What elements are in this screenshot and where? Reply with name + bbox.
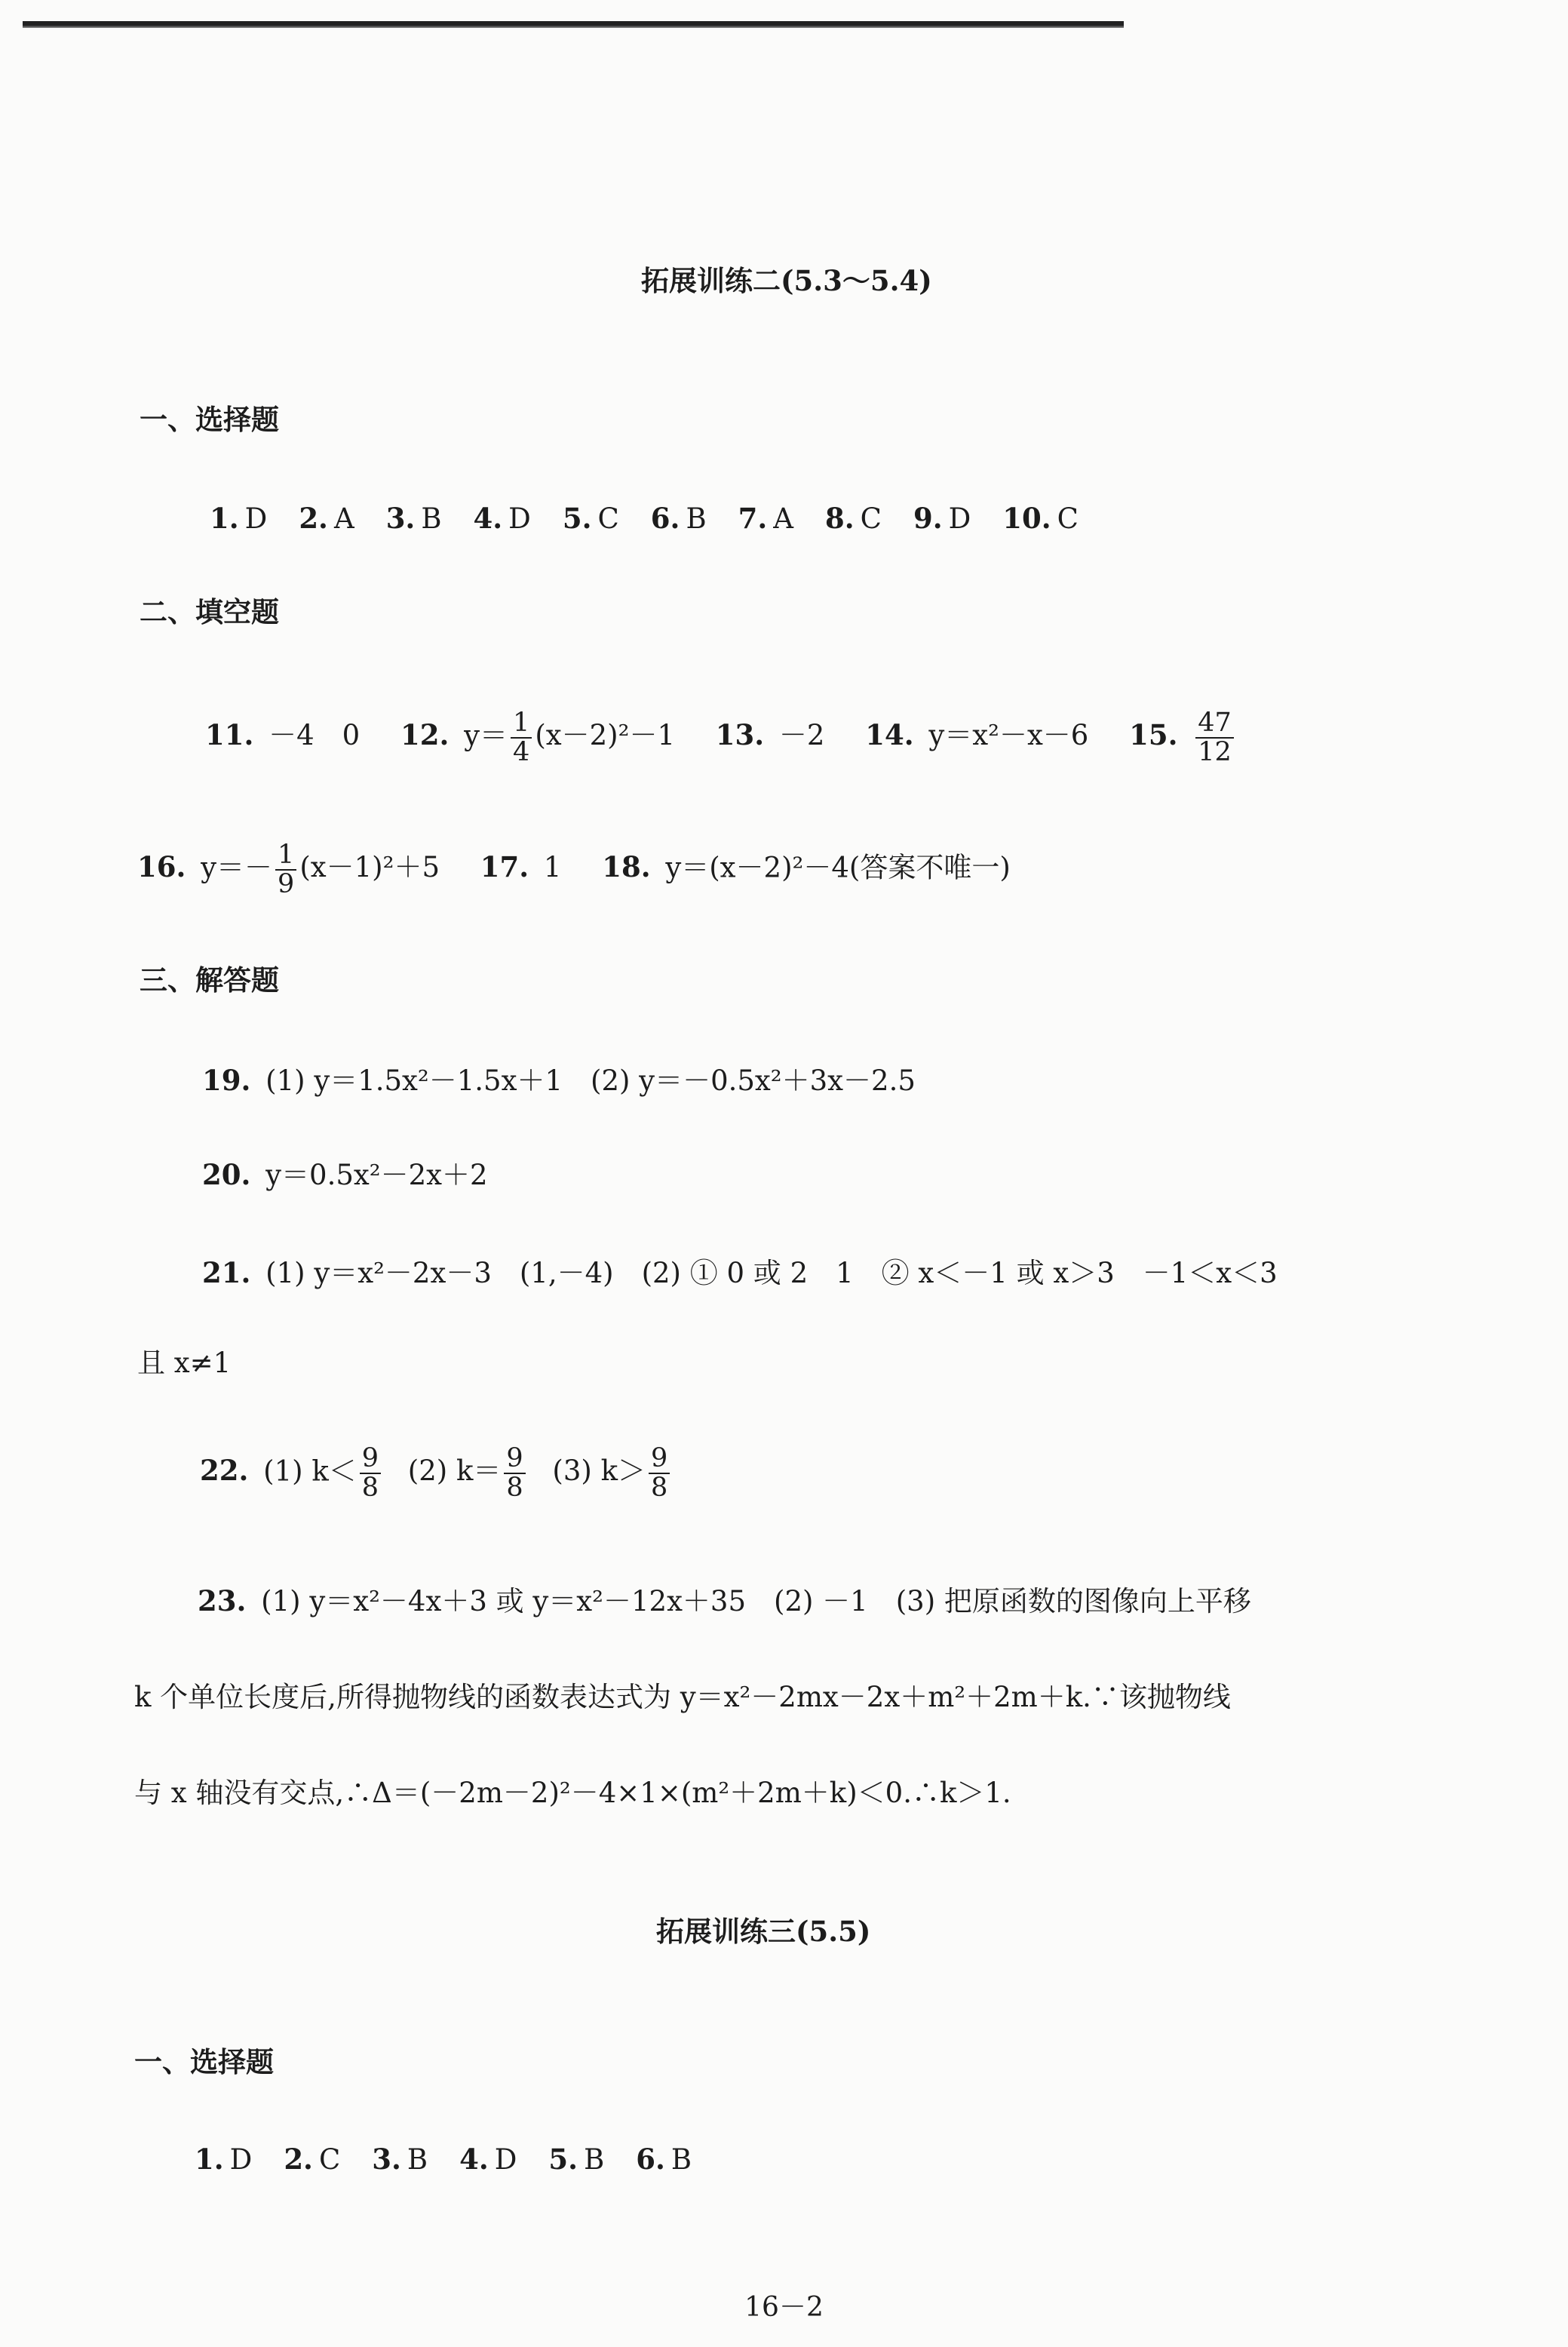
- q17-answer: 1: [543, 851, 562, 884]
- section2-choice-q7-answer: A: [773, 502, 794, 535]
- section2-choice-q8-answer: C: [860, 502, 882, 535]
- scan-top-edge: [23, 21, 1124, 28]
- q12-number: 12.: [400, 718, 450, 752]
- q18-answer: y＝(x－2)²－4(答案不唯一): [665, 851, 1011, 884]
- section2-choice-q3-answer: B: [421, 502, 442, 535]
- q17-number: 17.: [480, 850, 529, 884]
- section3-choice-q1-answer: D: [229, 2143, 253, 2176]
- q12-frac-num: 1: [511, 709, 532, 739]
- q22-part1: (1) k＜: [263, 1455, 357, 1488]
- section3-choice-answers: [195, 2143, 723, 2177]
- section2-choice-heading: 一、选择题: [140, 404, 279, 436]
- q21-number: 21.: [202, 1256, 251, 1289]
- section2-choice-q2-number: 2.: [299, 502, 328, 535]
- section3-choice-q4-number: 4.: [459, 2143, 489, 2176]
- q23-answer-line1: (1) y＝x²－4x＋3 或 y＝x²－12x＋35 (2) －1 (3) 把原函数的图像向上平移: [261, 1585, 1251, 1617]
- page-number: 16－2: [744, 2292, 824, 2323]
- q18-number: 18.: [602, 850, 651, 884]
- q23-line-3: 与 x 轴没有交点,∴Δ＝(－2m－2)²－4×1×(m²＋2m＋k)＜0.∴k＞1.: [134, 1777, 1011, 1809]
- q13-answer: －2: [778, 719, 825, 752]
- section2-choice-q9-number: 9.: [913, 502, 943, 535]
- section2-choice-q6-answer: B: [686, 502, 707, 535]
- section3-choice-q3-number: 3.: [372, 2143, 401, 2176]
- q19-number: 19.: [202, 1064, 251, 1097]
- section3-choice-q6-answer: B: [670, 2143, 692, 2176]
- q21-line-1: [202, 1256, 1278, 1290]
- q16-frac-num: 1: [275, 841, 296, 871]
- q22-frac3-den: 8: [651, 1472, 668, 1503]
- section2-choice-q10-answer: C: [1057, 502, 1079, 535]
- q12-rhs: (x－2)²－1: [535, 719, 675, 752]
- q22-frac1-den: 8: [361, 1472, 379, 1503]
- q14-number: 14.: [865, 718, 914, 752]
- section2-choice-q2-answer: A: [333, 502, 354, 535]
- q15-number: 15.: [1129, 718, 1178, 752]
- section2-choice-answers: [210, 502, 1110, 536]
- section2-choice-q6-number: 6.: [650, 502, 680, 535]
- section2-choice-q9-answer: D: [948, 502, 971, 535]
- q16-lhs: y＝－: [201, 851, 273, 884]
- q12-frac-den: 4: [513, 736, 530, 767]
- q22-fraction-2: [504, 1445, 525, 1502]
- section3-title: 拓展训练三(5.5): [656, 1915, 871, 1948]
- section3-choice-q1-number: 1.: [195, 2143, 224, 2176]
- q12-fraction: [511, 709, 532, 766]
- section2-fill-heading: 二、填空题: [140, 596, 279, 628]
- q19-line: [202, 1064, 916, 1098]
- section2-solve-heading: 三、解答题: [140, 964, 279, 997]
- section2-choice-q1-number: 1.: [210, 502, 239, 535]
- q19-answer: (1) y＝1.5x²－1.5x＋1 (2) y＝－0.5x²＋3x－2.5: [265, 1064, 916, 1097]
- section2-choice-q3-number: 3.: [385, 502, 416, 535]
- q16-fraction: [275, 841, 296, 899]
- section2-choice-q5-number: 5.: [562, 502, 592, 535]
- q22-fraction-1: [360, 1445, 381, 1502]
- q11-number: 11.: [205, 718, 254, 752]
- section2-choice-q1-answer: D: [244, 502, 268, 535]
- fill-row-1: [205, 709, 1237, 766]
- section2-choice-q7-number: 7.: [738, 502, 768, 535]
- q16-frac-den: 9: [278, 868, 295, 899]
- q20-line: [202, 1158, 488, 1192]
- q23-number: 23.: [198, 1584, 247, 1617]
- q23-line-2: k 个单位长度后,所得抛物线的函数表达式为 y＝x²－2mx－2x＋m²＋2m＋k.∵该抛物线: [134, 1681, 1231, 1713]
- q22-fraction-3: [649, 1445, 670, 1502]
- section3-choice-q5-number: 5.: [548, 2143, 578, 2176]
- section2-choice-q10-number: 10.: [1002, 502, 1051, 535]
- q15-frac-den: 12: [1198, 736, 1232, 767]
- q22-part3: (3) k＞: [552, 1455, 646, 1488]
- q23-line-1: [198, 1584, 1251, 1618]
- q21-line-2: 且 x≠1: [137, 1347, 232, 1379]
- section3-choice-q3-answer: B: [407, 2143, 428, 2176]
- q22-number: 22.: [200, 1454, 249, 1488]
- section3-choice-q4-answer: D: [494, 2143, 517, 2176]
- q16-rhs: (x－1)²＋5: [299, 851, 440, 884]
- q12-lhs: y＝: [464, 719, 508, 752]
- q22-frac2-den: 8: [506, 1472, 523, 1503]
- section2-choice-q8-number: 8.: [825, 502, 855, 535]
- q15-frac-num: 47: [1195, 709, 1234, 739]
- q22-frac2-num: 9: [504, 1445, 525, 1474]
- q22-part2: (2) k＝: [407, 1455, 502, 1488]
- section2-choice-q4-answer: D: [508, 502, 531, 535]
- q11-answer: －4 0: [268, 719, 361, 752]
- q21-answer-line1: (1) y＝x²－2x－3 (1,－4) (2) ① 0 或 2 1 ② x＜－1 或 x＞3 －1＜x＜3: [265, 1257, 1278, 1289]
- section3-choice-q2-number: 2.: [284, 2143, 313, 2176]
- q16-number: 16.: [137, 850, 186, 884]
- section3-choice-q5-answer: B: [584, 2143, 605, 2176]
- q13-number: 13.: [715, 718, 765, 752]
- section2-title: 拓展训练二(5.3～5.4): [641, 264, 932, 297]
- section3-choice-heading: 一、选择题: [134, 2046, 274, 2078]
- section3-choice-q6-number: 6.: [636, 2143, 665, 2176]
- q15-fraction: [1195, 709, 1234, 766]
- q22-frac3-num: 9: [649, 1445, 670, 1474]
- q20-answer: y＝0.5x²－2x＋2: [265, 1159, 488, 1191]
- q14-answer: y＝x²－x－6: [928, 719, 1089, 752]
- q22-line: [200, 1445, 673, 1502]
- fill-row-2: [137, 841, 1011, 899]
- q20-number: 20.: [202, 1158, 251, 1191]
- q22-frac1-num: 9: [360, 1445, 381, 1474]
- section2-choice-q4-number: 4.: [473, 502, 503, 535]
- section2-choice-q5-answer: C: [597, 502, 619, 535]
- section3-choice-q2-answer: C: [318, 2143, 341, 2176]
